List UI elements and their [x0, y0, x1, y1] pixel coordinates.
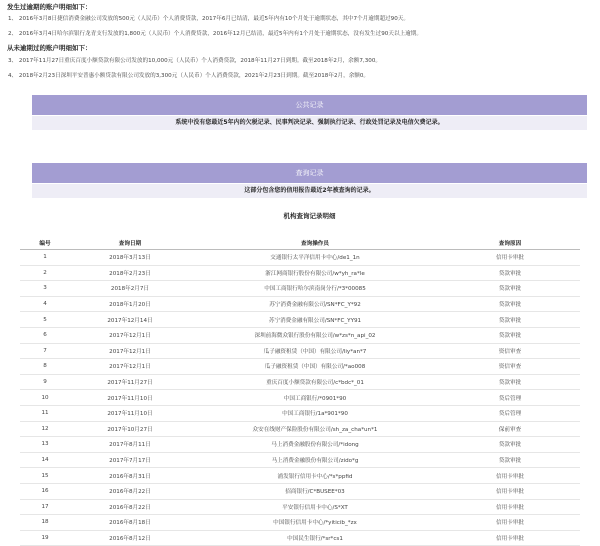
row-number: 10 [20, 390, 70, 406]
table-row [20, 390, 580, 406]
query-records-header: 查询记录 [32, 163, 587, 183]
row-reason: 贷款审批 [440, 312, 580, 328]
row-reason: 信用卡审批 [440, 530, 580, 546]
row-date: 2017年11月27日 [70, 374, 190, 390]
table-row [20, 499, 580, 515]
col-header-reason: 查询原因 [440, 237, 580, 250]
row-date: 2017年12月1日 [70, 327, 190, 343]
table-row [20, 405, 580, 421]
row-reason: 贷款审批 [440, 265, 580, 281]
table-row [20, 296, 580, 312]
col-header-date: 查询日期 [70, 237, 190, 250]
row-operator: 重庆百度小额贷款有限公司/c*bdc*_01 [190, 374, 440, 390]
row-number: 11 [20, 405, 70, 421]
row-reason: 贷款审批 [440, 327, 580, 343]
row-operator: 中国银行信用卡中心/*yiticib_*zx [190, 515, 440, 531]
row-operator: 交通银行太平洋信用卡中心/de1_1n [190, 250, 440, 266]
table-row [20, 483, 580, 499]
row-number: 7 [20, 343, 70, 359]
row-reason: 信用卡审批 [440, 250, 580, 266]
row-number: 3 [20, 281, 70, 297]
row-reason: 贷款审批 [440, 452, 580, 468]
row-operator: 马上消费金融股份有限公司/*idong [190, 437, 440, 453]
row-number: 17 [20, 499, 70, 515]
row-number: 13 [20, 437, 70, 453]
never-overdue-heading: 从未逾期过的账户明细如下： [7, 44, 92, 52]
row-operator: 中国工商银行哈尔滨南岗分行/*3*00085 [190, 281, 440, 297]
col-header-number: 编号 [20, 237, 70, 250]
table-row [20, 437, 580, 453]
table-row [20, 312, 580, 328]
row-number: 1 [20, 250, 70, 266]
row-reason: 保前审查 [440, 421, 580, 437]
row-reason: 贷款审批 [440, 437, 580, 453]
account-line-2: 2、 2016年3月4日哈尔滨银行龙青支行发放的1,800元（人民币）个人消费贷款，2016年12月已结清，最近5年内有1个月处于逾期状态，没有发生过90天以上逾期。 [8, 31, 422, 37]
overdue-heading: 发生过逾期的账户明细如下： [7, 3, 92, 11]
table-row [20, 374, 580, 390]
public-records-note: 系统中没有您最近5年内的欠税记录、民事判决记录、强制执行记录、行政处罚记录及电信欠费记录。 [32, 116, 587, 130]
row-date: 2017年12月1日 [70, 343, 190, 359]
row-number: 16 [20, 483, 70, 499]
row-date: 2016年8月22日 [70, 499, 190, 515]
row-reason: 贷款审批 [440, 296, 580, 312]
account-line-1: 1、 2016年3月8日捷信消费金融公司发放的500元（人民币）个人消费贷款，2017年6月已结清，最近5年内有10个月处于逾期状态，其中7个月逾期超过90天。 [8, 16, 409, 22]
row-date: 2016年8月31日 [70, 468, 190, 484]
row-operator: 中国工商银行/1a*901*90 [190, 405, 440, 421]
row-reason: 贷后管理 [440, 405, 580, 421]
row-reason: 资信审查 [440, 343, 580, 359]
account-line-4: 4、 2018年2月23日深圳平安普惠小额贷款有限公司发放的3,300元（人民币）个人消费贷款，2021年2月23日到期。截至2018年2月，余额0。 [8, 73, 370, 79]
query-records-note: 这部分包含您的信用报告最近2年被查询的记录。 [32, 184, 587, 198]
row-operator: 苏宁消费金融有限公司/SN*FC_YY91 [190, 312, 440, 328]
row-number: 8 [20, 359, 70, 375]
table-row [20, 281, 580, 297]
row-operator: 浦发银行信用卡中心/*s*ppfid [190, 468, 440, 484]
row-date: 2017年12月14日 [70, 312, 190, 328]
row-number: 5 [20, 312, 70, 328]
query-records-table [20, 237, 580, 546]
row-reason: 信用卡审批 [440, 468, 580, 484]
row-number: 15 [20, 468, 70, 484]
table-row [20, 515, 580, 531]
row-operator: 马上消费金融股份有限公司/zido*g [190, 452, 440, 468]
table-row [20, 452, 580, 468]
row-date: 2017年10月27日 [70, 421, 190, 437]
row-operator: 中国民生银行/*sr*cs1 [190, 530, 440, 546]
table-row [20, 359, 580, 375]
row-reason: 信用卡审批 [440, 499, 580, 515]
account-line-3: 3、 2017年11月27日重庆百度小额贷款有限公司发放的10,000元（人民币）个人消费贷款，2018年11月27日到期。截至2018年2月，余额7,300。 [8, 58, 381, 64]
row-operator: 平安银行信用卡中心/S*XT [190, 499, 440, 515]
row-operator: 众安在线财产保险股份有限公司/sh_za_cha*un*1 [190, 421, 440, 437]
row-date: 2016年8月18日 [70, 515, 190, 531]
row-number: 12 [20, 421, 70, 437]
row-reason: 贷款审批 [440, 374, 580, 390]
row-date: 2017年11月10日 [70, 390, 190, 406]
col-header-operator: 查询操作员 [190, 237, 440, 250]
query-table-title: 机构查询记录明细 [283, 212, 336, 220]
row-date: 2018年1月20日 [70, 296, 190, 312]
row-date: 2017年8月11日 [70, 437, 190, 453]
row-date: 2018年3月13日 [70, 250, 190, 266]
row-operator: 瓜子融资租赁（中国）有限公司/*ao008 [190, 359, 440, 375]
row-date: 2017年12月1日 [70, 359, 190, 375]
row-reason: 资信审查 [440, 359, 580, 375]
table-row [20, 250, 580, 266]
row-number: 6 [20, 327, 70, 343]
row-operator: 瓜子融资租赁（中国）有限公司/liy*an*7 [190, 343, 440, 359]
row-date: 2017年11月10日 [70, 405, 190, 421]
table-row [20, 530, 580, 546]
table-row [20, 265, 580, 281]
table-row [20, 343, 580, 359]
row-reason: 信用卡审批 [440, 483, 580, 499]
row-number: 4 [20, 296, 70, 312]
row-reason: 贷后管理 [440, 390, 580, 406]
table-header-row [20, 237, 580, 250]
table-row [20, 468, 580, 484]
row-date: 2018年2月23日 [70, 265, 190, 281]
row-operator: 中国工商银行/*0901*90 [190, 390, 440, 406]
row-operator: 苏宁消费金融有限公司/SN*FC_Y*92 [190, 296, 440, 312]
table-row [20, 421, 580, 437]
row-date: 2018年2月7日 [70, 281, 190, 297]
row-operator: 深圳前海微众银行股份有限公司/w*zs*n_api_02 [190, 327, 440, 343]
row-date: 2017年7月17日 [70, 452, 190, 468]
row-date: 2016年8月22日 [70, 483, 190, 499]
row-number: 14 [20, 452, 70, 468]
row-operator: 招商银行/C*BUSEE*03 [190, 483, 440, 499]
row-reason: 贷款审批 [440, 281, 580, 297]
row-reason: 信用卡审批 [440, 515, 580, 531]
public-records-header: 公共记录 [32, 95, 587, 115]
row-number: 9 [20, 374, 70, 390]
table-row [20, 327, 580, 343]
row-date: 2016年8月12日 [70, 530, 190, 546]
row-operator: 浙江网商银行股份有限公司/w*yh_ra*le [190, 265, 440, 281]
row-number: 2 [20, 265, 70, 281]
row-number: 19 [20, 530, 70, 546]
row-number: 18 [20, 515, 70, 531]
